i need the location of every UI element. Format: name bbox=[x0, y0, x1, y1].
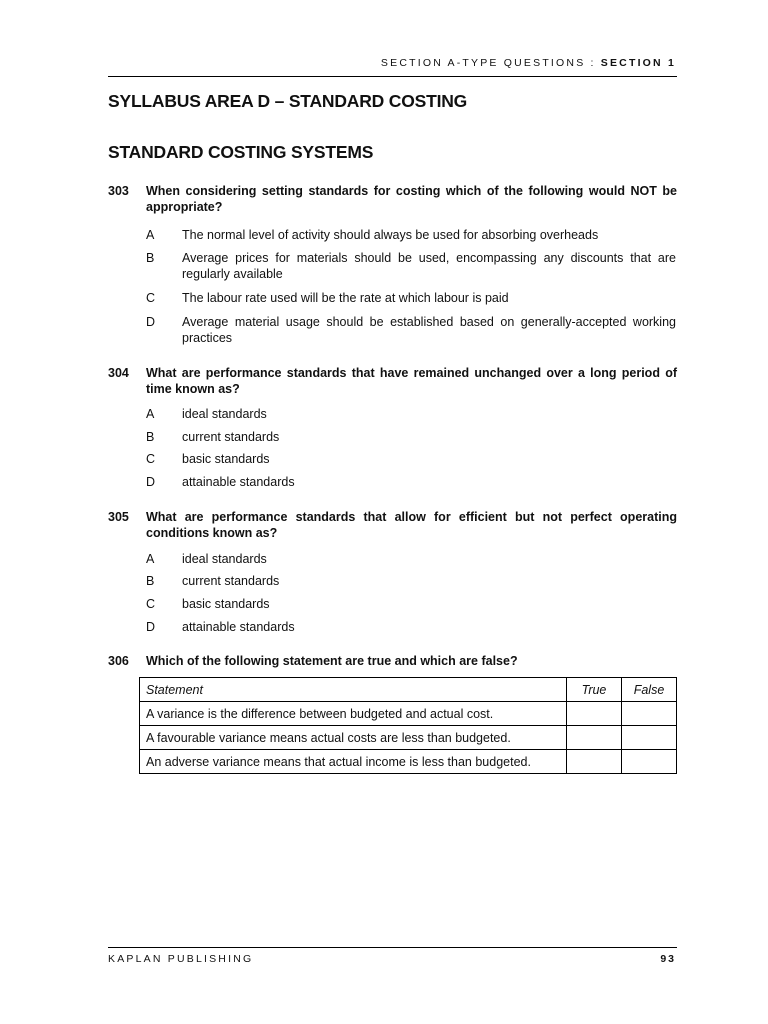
option-text: The normal level of activity should always be used for absorbing overheads bbox=[182, 228, 599, 242]
option-text: current standards bbox=[182, 430, 280, 444]
true-answer-cell[interactable] bbox=[567, 702, 622, 726]
option-text: attainable standards bbox=[182, 620, 295, 634]
syllabus-heading: SYLLABUS AREA D – STANDARD COSTING bbox=[108, 91, 468, 111]
question-text: What are performance standards that have remained unchanged over a long period of time known as? bbox=[146, 366, 677, 396]
option-text: Average prices for materials should be used, encompassing any discounts that are regularly available bbox=[182, 251, 676, 281]
option-text: Average material usage should be established based on generally-accepted working practices bbox=[182, 315, 676, 345]
question-number: 306 bbox=[108, 654, 129, 668]
option-letter: C bbox=[146, 452, 156, 466]
option-text: basic standards bbox=[182, 597, 270, 611]
option-letter: D bbox=[146, 475, 156, 489]
option-letter: B bbox=[146, 251, 155, 265]
option-text: The labour rate used will be the rate at which labour is paid bbox=[182, 291, 509, 305]
false-answer-cell[interactable] bbox=[622, 702, 677, 726]
option-letter: C bbox=[146, 597, 156, 611]
footer-publisher: KAPLAN PUBLISHING bbox=[108, 953, 254, 965]
option-letter: B bbox=[146, 574, 155, 588]
question-text: When considering setting standards for costing which of the following would NOT be appropriate? bbox=[146, 184, 677, 214]
option-text: attainable standards bbox=[182, 475, 295, 489]
option-letter: B bbox=[146, 430, 155, 444]
table-row bbox=[140, 702, 677, 726]
question-number: 303 bbox=[108, 184, 129, 198]
false-answer-cell[interactable] bbox=[622, 750, 677, 774]
statement-cell: A favourable variance means actual costs are less than budgeted. bbox=[140, 726, 567, 750]
option-letter: A bbox=[146, 228, 155, 242]
table-header-row bbox=[140, 678, 677, 702]
question-text: What are performance standards that allow for efficient but not perfect operating conditions known as? bbox=[146, 510, 677, 540]
question-number: 304 bbox=[108, 366, 129, 380]
option-text: ideal standards bbox=[182, 407, 267, 421]
statement-cell: An adverse variance means that actual income is less than budgeted. bbox=[140, 750, 567, 774]
header-rule bbox=[108, 76, 677, 77]
option-text: ideal standards bbox=[182, 552, 267, 566]
running-header bbox=[108, 57, 676, 69]
true-answer-cell[interactable] bbox=[567, 726, 622, 750]
option-letter: A bbox=[146, 552, 155, 566]
option-letter: D bbox=[146, 620, 156, 634]
column-header-true: True bbox=[567, 678, 622, 702]
question-number: 305 bbox=[108, 510, 129, 524]
true-false-table bbox=[139, 677, 677, 774]
option-letter: C bbox=[146, 291, 156, 305]
false-answer-cell[interactable] bbox=[622, 726, 677, 750]
page-number: 93 bbox=[660, 953, 676, 965]
option-letter: A bbox=[146, 407, 155, 421]
table-row bbox=[140, 750, 677, 774]
option-text: current standards bbox=[182, 574, 280, 588]
option-letter: D bbox=[146, 315, 156, 329]
statement-cell: A variance is the difference between budgeted and actual cost. bbox=[140, 702, 567, 726]
column-header-statement: Statement bbox=[140, 678, 567, 702]
running-header-label: SECTION A-TYPE QUESTIONS : bbox=[380, 57, 596, 69]
table-row bbox=[140, 726, 677, 750]
question-text: Which of the following statement are true and which are false? bbox=[146, 654, 518, 668]
column-header-false: False bbox=[622, 678, 677, 702]
footer-rule bbox=[108, 947, 677, 948]
option-text: basic standards bbox=[182, 452, 270, 466]
true-answer-cell[interactable] bbox=[567, 750, 622, 774]
section-heading: STANDARD COSTING SYSTEMS bbox=[108, 142, 374, 162]
running-header-section: SECTION 1 bbox=[600, 57, 676, 69]
